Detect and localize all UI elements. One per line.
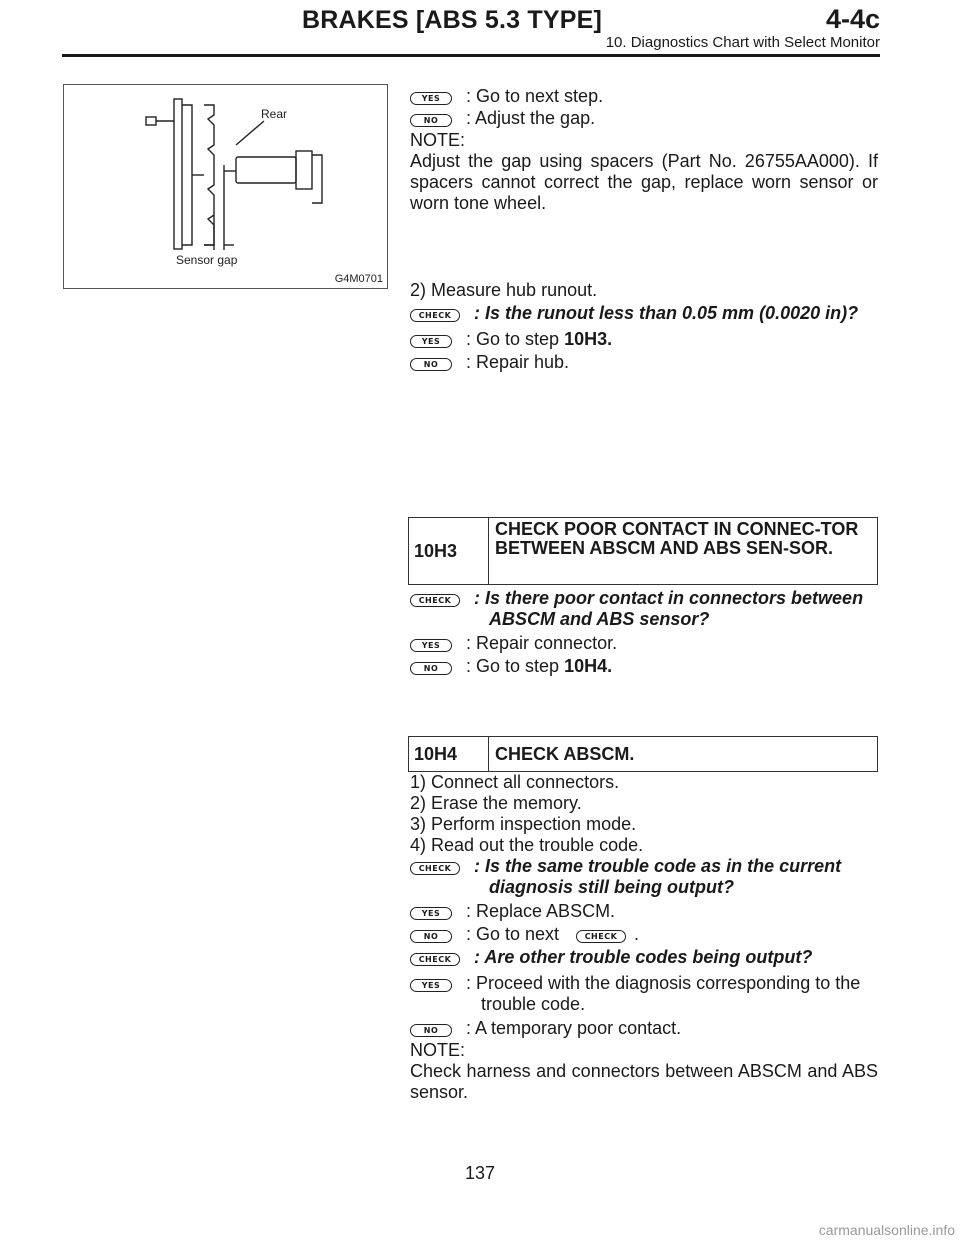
yes-icon: YES	[410, 907, 452, 920]
check-icon: CHECK	[576, 930, 626, 943]
check-icon: CHECK	[410, 953, 460, 966]
step-item: 3) Perform inspection mode.	[410, 814, 637, 834]
note-text: Check harness and connectors between ABSCM and ABS sensor.	[410, 1061, 878, 1102]
header-rule	[62, 54, 880, 57]
no-text: : Adjust the gap.	[466, 108, 596, 128]
no-text: : A temporary poor contact.	[466, 1018, 682, 1038]
yes-text: : Go to next step.	[466, 86, 604, 106]
check-question: : Is there poor contact in connectors between	[474, 588, 864, 608]
figure-code: G4M0701	[334, 273, 383, 285]
yes-text: : Repair connector.	[466, 633, 618, 653]
section-code: 4-4c	[825, 4, 880, 34]
yes-icon: YES	[410, 335, 452, 348]
no-icon: NO	[410, 930, 452, 943]
step-item: 4) Read out the trouble code.	[410, 835, 644, 855]
step-measure-runout: 2) Measure hub runout.	[410, 280, 598, 300]
yes-icon: YES	[410, 979, 452, 992]
watermark: carmanualsonline.info	[818, 1222, 955, 1238]
sensor-gap-label: Sensor gap	[176, 253, 238, 267]
note-label: NOTE:	[410, 1040, 466, 1060]
step-item: 1) Connect all connectors.	[410, 772, 620, 792]
check-question: : Is the same trouble code as in the current	[474, 856, 842, 876]
check-question-cont: ABSCM and ABS sensor?	[489, 609, 710, 629]
page-number: 137	[464, 1163, 496, 1183]
step-title: CHECK ABSCM.	[495, 743, 635, 764]
yes-icon: YES	[410, 639, 452, 652]
header-subtitle: 10. Diagnostics Chart with Select Monitor	[605, 34, 880, 51]
note-label: NOTE:	[410, 130, 466, 150]
step-10h4-header	[408, 736, 878, 772]
no-text: : Go to next	[466, 924, 560, 944]
check-icon: CHECK	[410, 309, 460, 322]
step-item: 2) Erase the memory.	[410, 793, 582, 813]
check-question-cont: diagnosis still being output?	[489, 877, 734, 897]
no-icon: NO	[410, 358, 452, 371]
step-title: CHECK POOR CONTACT IN CONNEC-TOR BETWEEN ABSCM AND ABS SEN-SOR.	[495, 519, 859, 558]
step-link: 10H3.	[564, 329, 613, 349]
step-10h3-header	[408, 517, 878, 585]
yes-text: : Replace ABSCM.	[466, 901, 616, 921]
check-question: : Is the runout less than 0.05 mm (0.0020 in)?	[474, 303, 859, 323]
header-title: BRAKES [ABS 5.3 TYPE]	[301, 6, 603, 34]
no-text-period: .	[634, 924, 640, 944]
check-icon: CHECK	[410, 862, 460, 875]
sensor-gap-figure	[63, 84, 388, 289]
check-icon: CHECK	[410, 594, 460, 607]
yes-text-cont: trouble code.	[481, 994, 586, 1014]
yes-text: : Go to step 10H3.	[466, 329, 613, 349]
no-icon: NO	[410, 1024, 452, 1037]
step-link: 10H4.	[564, 656, 613, 676]
no-text: : Repair hub.	[466, 352, 570, 372]
yes-text: : Proceed with the diagnosis corresponding to the	[466, 973, 861, 993]
rear-label: Rear	[261, 107, 288, 121]
step-number: 10H4	[409, 737, 489, 771]
step-number: 10H3	[409, 518, 489, 584]
yes-icon: YES	[410, 92, 452, 105]
note-text: Adjust the gap using spacers (Part No. 26755AA000). If spacers cannot correct the gap, replace worn sensor or worn tone wheel.	[410, 151, 878, 213]
check-question: : Are other trouble codes being output?	[474, 947, 813, 967]
no-text: : Go to step 10H4.	[466, 656, 613, 676]
no-icon: NO	[410, 114, 452, 127]
no-icon: NO	[410, 662, 452, 675]
